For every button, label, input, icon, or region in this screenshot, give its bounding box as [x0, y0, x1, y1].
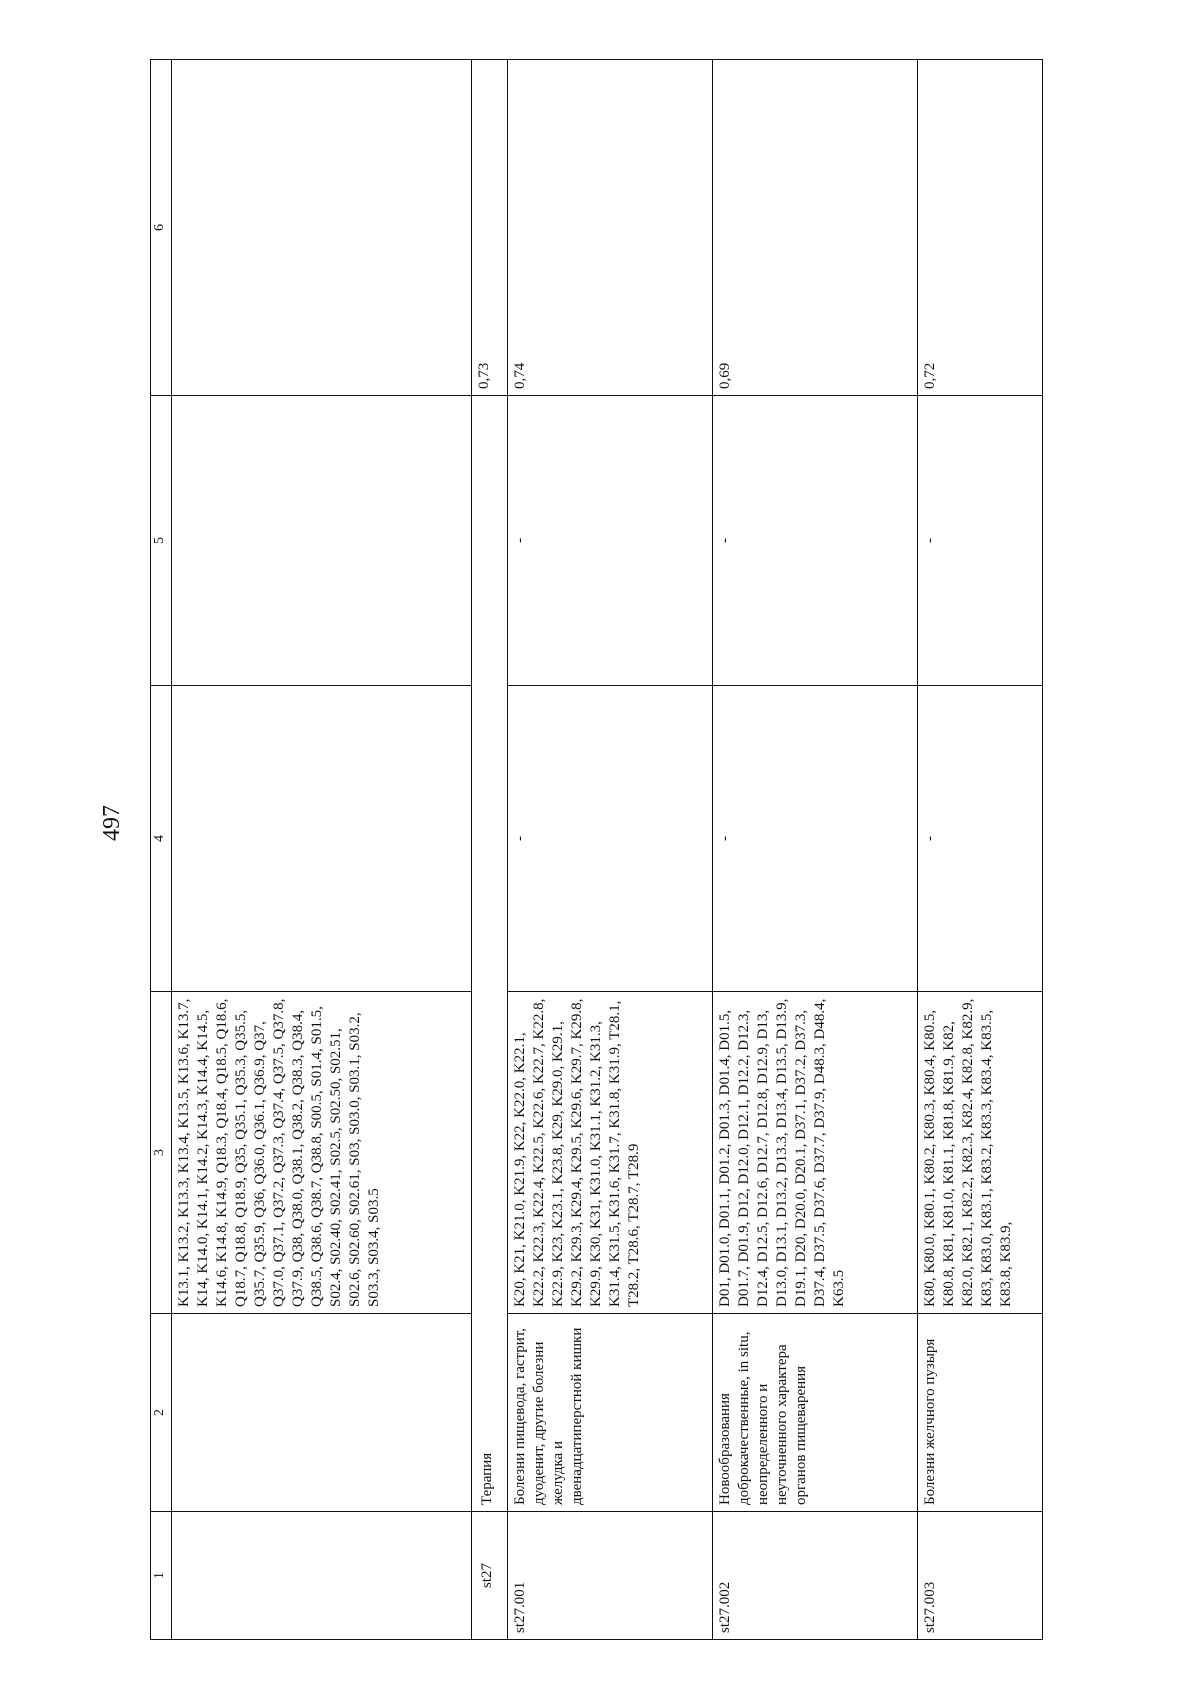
- row-col5: -: [918, 396, 1043, 686]
- row-col5: -: [508, 396, 713, 686]
- section-coefficient: 0,73: [472, 60, 508, 396]
- row-col5: -: [713, 396, 918, 686]
- tariff-table: [150, 59, 1043, 1640]
- row-codes: D01, D01.0, D01.1, D01.2, D01.3, D01.4, D01.5, D01.7, D01.9, D12, D12.0, D12.1, D12.2, D12.3, D12.4, D12.5, D12.6, D12.7, D12.8, D12.9, D13, D13.0, D13.1, D13.2, D13.3, D13.4, D13.5, D13.9, D19.1, D20, D20.0, D20.1, D37.1, D37.2, D37.3, D37.4, D37.5, D37.6, D37.7, D37.9, D48.3, D48.4, K63.5: [713, 992, 918, 1314]
- header-col-6: 6: [151, 60, 172, 396]
- row-code: st27.001: [508, 1512, 713, 1640]
- row-col4: -: [918, 686, 1043, 992]
- row-code: st27.003: [918, 1512, 1043, 1640]
- row-codes: K80, K80.0, K80.1, K80.2, K80.3, K80.4, K80.5, K80.8, K81, K81.0, K81.1, K81.8, K81.9, K82, K82.0, K82.1, K82.2, K82.3, K82.4, K82.8, K82.9, K83, K83.0, K83.1, K83.2, K83.3, K83.4, K83.5, K83.8, K83.9,: [918, 992, 1043, 1314]
- continuation-row: [172, 60, 472, 1640]
- cell-empty: [172, 396, 472, 686]
- row-name: Болезни пищевода, гастрит, дуоденит, другие болезни желудка и двенадцатиперстной кишки: [508, 1314, 713, 1512]
- row-coefficient: 0,74: [508, 60, 713, 396]
- cell-empty: [172, 1512, 472, 1640]
- table-row: [918, 60, 1043, 1640]
- section-row: [472, 60, 508, 1640]
- row-col4: -: [508, 686, 713, 992]
- header-col-4: 4: [151, 686, 172, 992]
- row-codes: K20, K21, K21.0, K21.9, K22, K22.0, K22.1, K22.2, K22.3, K22.4, K22.5, K22.6, K22.7, K22.8, K22.9, K23, K23.1, K23.8, K29, K29.0, K29.1, K29.2, K29.3, K29.4, K29.5, K29.6, K29.7, K29.8, K29.9, K30, K31, K31.0, K31.1, K31.2, K31.3, K31.4, K31.5, K31.6, K31.7, K31.8, K31.9, T28.1, T28.2, T28.6, T28.7, T28.9: [508, 992, 713, 1314]
- rotated-table-container: [150, 60, 1050, 1640]
- section-code: st27: [472, 1512, 508, 1640]
- page-number: 497: [99, 805, 125, 841]
- row-name: Болезни желчного пузыря: [918, 1314, 1043, 1512]
- row-code: st27.002: [713, 1512, 918, 1640]
- table-row: [713, 60, 918, 1640]
- header-col-1: 1: [151, 1512, 172, 1640]
- continuation-codes: K13.1, K13.2, K13.3, K13.4, K13.5, K13.6, K13.7, K14, K14.0, K14.1, K14.2, K14.3, K14.4, K14.5, K14.6, K14.8, K14.9, Q18.3, Q18.4, Q18.5, Q18.6, Q18.7, Q18.8, Q18.9, Q35, Q35.1, Q35.3, Q35.5, Q35.7, Q35.9, Q36, Q36.0, Q36.1, Q36.9, Q37, Q37.0, Q37.1, Q37.2, Q37.3, Q37.4, Q37.5, Q37.8, Q37.9, Q38, Q38.0, Q38.1, Q38.2, Q38.3, Q38.4, Q38.5, Q38.6, Q38.7, Q38.8, S00.5, S01.4, S01.5, S02.4, S02.40, S02.41, S02.5, S02.50, S02.51, S02.6, S02.60, S02.61, S03, S03.0, S03.1, S03.2, S03.3, S03.4, S03.5: [172, 992, 472, 1314]
- row-coefficient: 0,72: [918, 60, 1043, 396]
- header-col-3: 3: [151, 992, 172, 1314]
- cell-empty: [172, 686, 472, 992]
- table-row: [508, 60, 713, 1640]
- header-col-2: 2: [151, 1314, 172, 1512]
- header-col-5: 5: [151, 396, 172, 686]
- row-coefficient: 0,69: [713, 60, 918, 396]
- row-name: Новообразования доброкачественные, in situ, неопределенного и неуточненного характера органов пищеварения: [713, 1314, 918, 1512]
- cell-empty: [172, 1314, 472, 1512]
- section-name: Терапия: [472, 396, 508, 1512]
- cell-empty: [172, 60, 472, 396]
- row-col4: -: [713, 686, 918, 992]
- header-row: [151, 60, 172, 1640]
